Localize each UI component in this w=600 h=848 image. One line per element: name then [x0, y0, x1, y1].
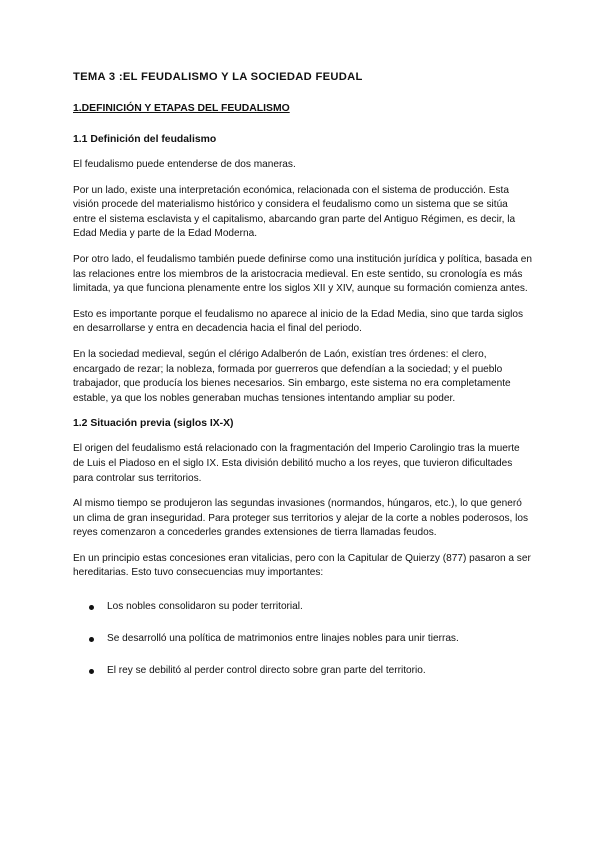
bullet-icon	[89, 605, 94, 610]
bullet-icon	[89, 669, 94, 674]
paragraph: Esto es importante porque el feudalismo no aparece al inicio de la Edad Media, sino que tarda siglos en desarrollarse y entra en decadencia hacia el final del periodo.	[73, 308, 524, 335]
list-item-text: Los nobles consolidaron su poder territorial.	[107, 601, 303, 613]
list-item-text: El rey se debilitó al perder control directo sobre gran parte del territorio.	[107, 665, 426, 677]
list-item-text: Se desarrolló una política de matrimonios entre linajes nobles para unir tierras.	[107, 633, 459, 645]
bullet-icon	[89, 637, 94, 642]
subsection-heading-1-1: 1.1 Definición del feudalismo	[73, 134, 217, 145]
subsection-heading-1-2: 1.2 Situación previa (siglos IX-X)	[73, 418, 234, 430]
paragraph: El feudalismo puede entenderse de dos maneras.	[73, 159, 296, 170]
paragraph: El origen del feudalismo está relacionado con la fragmentación del Imperio Carolingio tras la muerte de Luis el Piadoso en el siglo IX. Esta división debilitó mucho a los reyes, que tuvieron dificultades para controlar sus territorios.	[73, 443, 520, 484]
list-item	[73, 600, 532, 614]
list-item	[73, 632, 532, 646]
section-heading: 1.DEFINICIÓN Y ETAPAS DEL FEUDALISMO	[73, 103, 290, 114]
paragraph: Por otro lado, el feudalismo también puede definirse como una institución jurídica y política, basada en las relaciones entre los miembros de la aristocracia medieval. En este sentido, su cronología es más limitada, ya que funciona plenamente entre los siglos XII y XIV, aunque su formación comienza antes.	[73, 253, 532, 295]
document-title: TEMA 3 :EL FEUDALISMO Y LA SOCIEDAD FEUDAL	[73, 71, 363, 83]
paragraph: En la sociedad medieval, según el clérigo Adalberón de Laón, existían tres órdenes: el clero, encargado de rezar; la nobleza, formada por guerreros que defendían a la sociedad; y el pueblo trabajador, que producía los bienes necesarios. Sin embargo, este sistema no era completamente estable, ya que los nobles generaban muchas tensiones intentando ampliar su poder.	[73, 348, 511, 404]
paragraph: Por un lado, existe una interpretación económica, relacionada con el sistema de producción. Esta visión procede del materialismo histórico y considera el feudalismo como un sistema que se sitúa entre el sistema esclavista y el capitalismo, abarcando gran parte del Antiguo Régimen, es decir, la Edad Media y parte de la Edad Moderna.	[73, 184, 516, 240]
paragraph: En un principio estas concesiones eran vitalicias, pero con la Capitular de Quierzy (877) pasaron a ser hereditarias. Esto tuvo consecuencias muy importantes:	[73, 552, 531, 579]
list-item	[73, 664, 532, 678]
paragraph: Al mismo tiempo se produjeron las segundas invasiones (normandos, húngaros, etc.), lo que generó un clima de gran inseguridad. Para proteger sus territorios y alejar de la corte a nobles poderosos, los reyes comenzaron a concederles grandes extensiones de tierra llamadas feudos.	[73, 498, 529, 539]
consequences-list	[73, 600, 532, 678]
